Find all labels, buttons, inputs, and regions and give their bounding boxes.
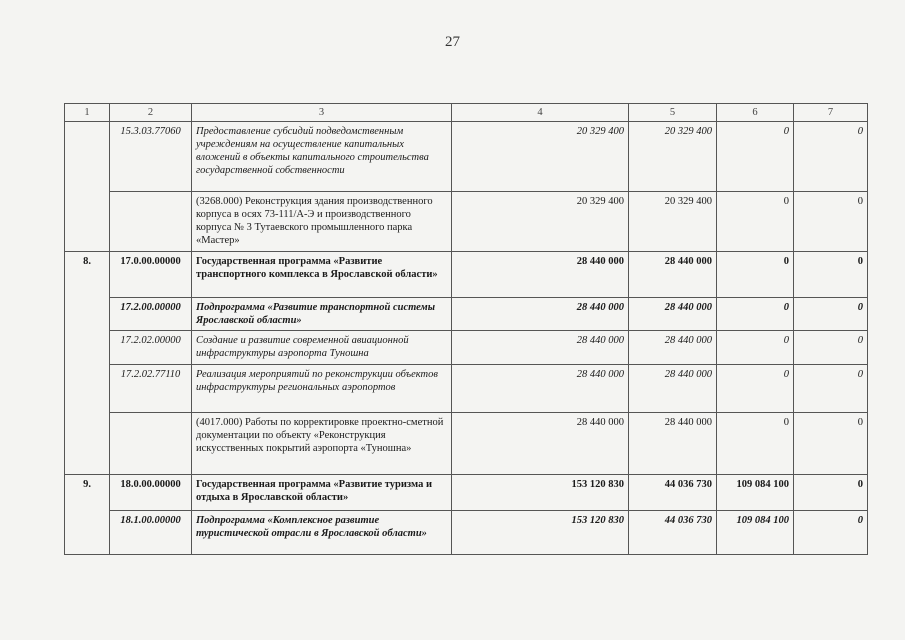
budget-table <box>64 103 868 555</box>
row-col5-cell: 44 036 730 <box>629 511 717 555</box>
table-row <box>65 475 868 511</box>
row-col5-cell: 44 036 730 <box>629 475 717 511</box>
row-number-cell: 8. <box>65 252 110 298</box>
row-name-cell: Реализация мероприятий по реконструкции объектов инфраструктуры региональных аэропортов <box>192 365 452 413</box>
row-number-cell <box>65 413 110 475</box>
row-name-cell: Предоставление субсидий подведомственным учреждениям на осуществление капитальных вложений в объекты капитального строительства государственной собственности <box>192 122 452 192</box>
header-cell: 6 <box>717 104 794 122</box>
row-col7-cell: 0 <box>794 252 868 298</box>
row-code-cell: 18.0.00.00000 <box>110 475 192 511</box>
row-col7-cell: 0 <box>794 298 868 331</box>
page-number: 27 <box>445 34 460 50</box>
row-name-cell: (4017.000) Работы по корректировке проектно-сметной документации по объекту «Реконструкция искусственных покрытий аэропорта «Туношна» <box>192 413 452 475</box>
row-col6-cell: 109 084 100 <box>717 511 794 555</box>
row-col5-cell: 28 440 000 <box>629 252 717 298</box>
table-row <box>65 298 868 331</box>
row-col4-cell: 20 329 400 <box>452 192 629 252</box>
row-code-cell: 17.0.00.00000 <box>110 252 192 298</box>
row-code-cell <box>110 192 192 252</box>
row-code-cell: 15.3.03.77060 <box>110 122 192 192</box>
table-row <box>65 192 868 252</box>
row-col6-cell: 0 <box>717 413 794 475</box>
row-col4-cell: 28 440 000 <box>452 331 629 365</box>
row-code-cell <box>110 413 192 475</box>
row-col5-cell: 20 329 400 <box>629 192 717 252</box>
table-row <box>65 365 868 413</box>
row-col7-cell: 0 <box>794 365 868 413</box>
row-code-cell: 18.1.00.00000 <box>110 511 192 555</box>
row-col4-cell: 28 440 000 <box>452 298 629 331</box>
row-col6-cell: 0 <box>717 331 794 365</box>
row-col5-cell: 20 329 400 <box>629 122 717 192</box>
row-col6-cell: 0 <box>717 298 794 331</box>
row-code-cell: 17.2.00.00000 <box>110 298 192 331</box>
table-row <box>65 413 868 475</box>
header-cell: 5 <box>629 104 717 122</box>
row-code-cell: 17.2.02.77110 <box>110 365 192 413</box>
row-number-cell <box>65 192 110 252</box>
row-number-cell <box>65 298 110 331</box>
row-col7-cell: 0 <box>794 122 868 192</box>
table-row <box>65 331 868 365</box>
row-col5-cell: 28 440 000 <box>629 413 717 475</box>
row-col6-cell: 0 <box>717 252 794 298</box>
row-col4-cell: 28 440 000 <box>452 413 629 475</box>
row-col6-cell: 0 <box>717 365 794 413</box>
row-number-cell <box>65 331 110 365</box>
table-row <box>65 252 868 298</box>
row-col4-cell: 28 440 000 <box>452 252 629 298</box>
row-col4-cell: 153 120 830 <box>452 511 629 555</box>
header-cell: 4 <box>452 104 629 122</box>
header-cell: 3 <box>192 104 452 122</box>
row-col4-cell: 28 440 000 <box>452 365 629 413</box>
row-number-cell <box>65 365 110 413</box>
row-name-cell: (3268.000) Реконструкция здания производственного корпуса в осях 73-111/А-Э и производственного корпуса № 3 Тутаевского промышленного парка «Мастер» <box>192 192 452 252</box>
row-col6-cell: 0 <box>717 192 794 252</box>
row-name-cell: Создание и развитие современной авиационной инфраструктуры аэропорта Туношна <box>192 331 452 365</box>
row-number-cell <box>65 511 110 555</box>
row-col7-cell: 0 <box>794 331 868 365</box>
row-code-cell: 17.2.02.00000 <box>110 331 192 365</box>
row-col7-cell: 0 <box>794 511 868 555</box>
row-col5-cell: 28 440 000 <box>629 298 717 331</box>
row-col7-cell: 0 <box>794 413 868 475</box>
header-cell: 7 <box>794 104 868 122</box>
row-col6-cell: 109 084 100 <box>717 475 794 511</box>
row-name-cell: Подпрограмма «Развитие транспортной системы Ярославской области» <box>192 298 452 331</box>
table-row <box>65 122 868 192</box>
row-name-cell: Государственная программа «Развитие туризма и отдыха в Ярославской области» <box>192 475 452 511</box>
row-col5-cell: 28 440 000 <box>629 365 717 413</box>
row-name-cell: Государственная программа «Развитие транспортного комплекса в Ярославской области» <box>192 252 452 298</box>
row-number-cell <box>65 122 110 192</box>
row-col4-cell: 153 120 830 <box>452 475 629 511</box>
row-col4-cell: 20 329 400 <box>452 122 629 192</box>
row-name-cell: Подпрограмма «Комплексное развитие туристической отрасли в Ярославской области» <box>192 511 452 555</box>
table-header-row <box>65 104 868 122</box>
row-col6-cell: 0 <box>717 122 794 192</box>
row-col7-cell: 0 <box>794 475 868 511</box>
header-cell: 1 <box>65 104 110 122</box>
row-number-cell: 9. <box>65 475 110 511</box>
header-cell: 2 <box>110 104 192 122</box>
row-col7-cell: 0 <box>794 192 868 252</box>
row-col5-cell: 28 440 000 <box>629 331 717 365</box>
table-row <box>65 511 868 555</box>
